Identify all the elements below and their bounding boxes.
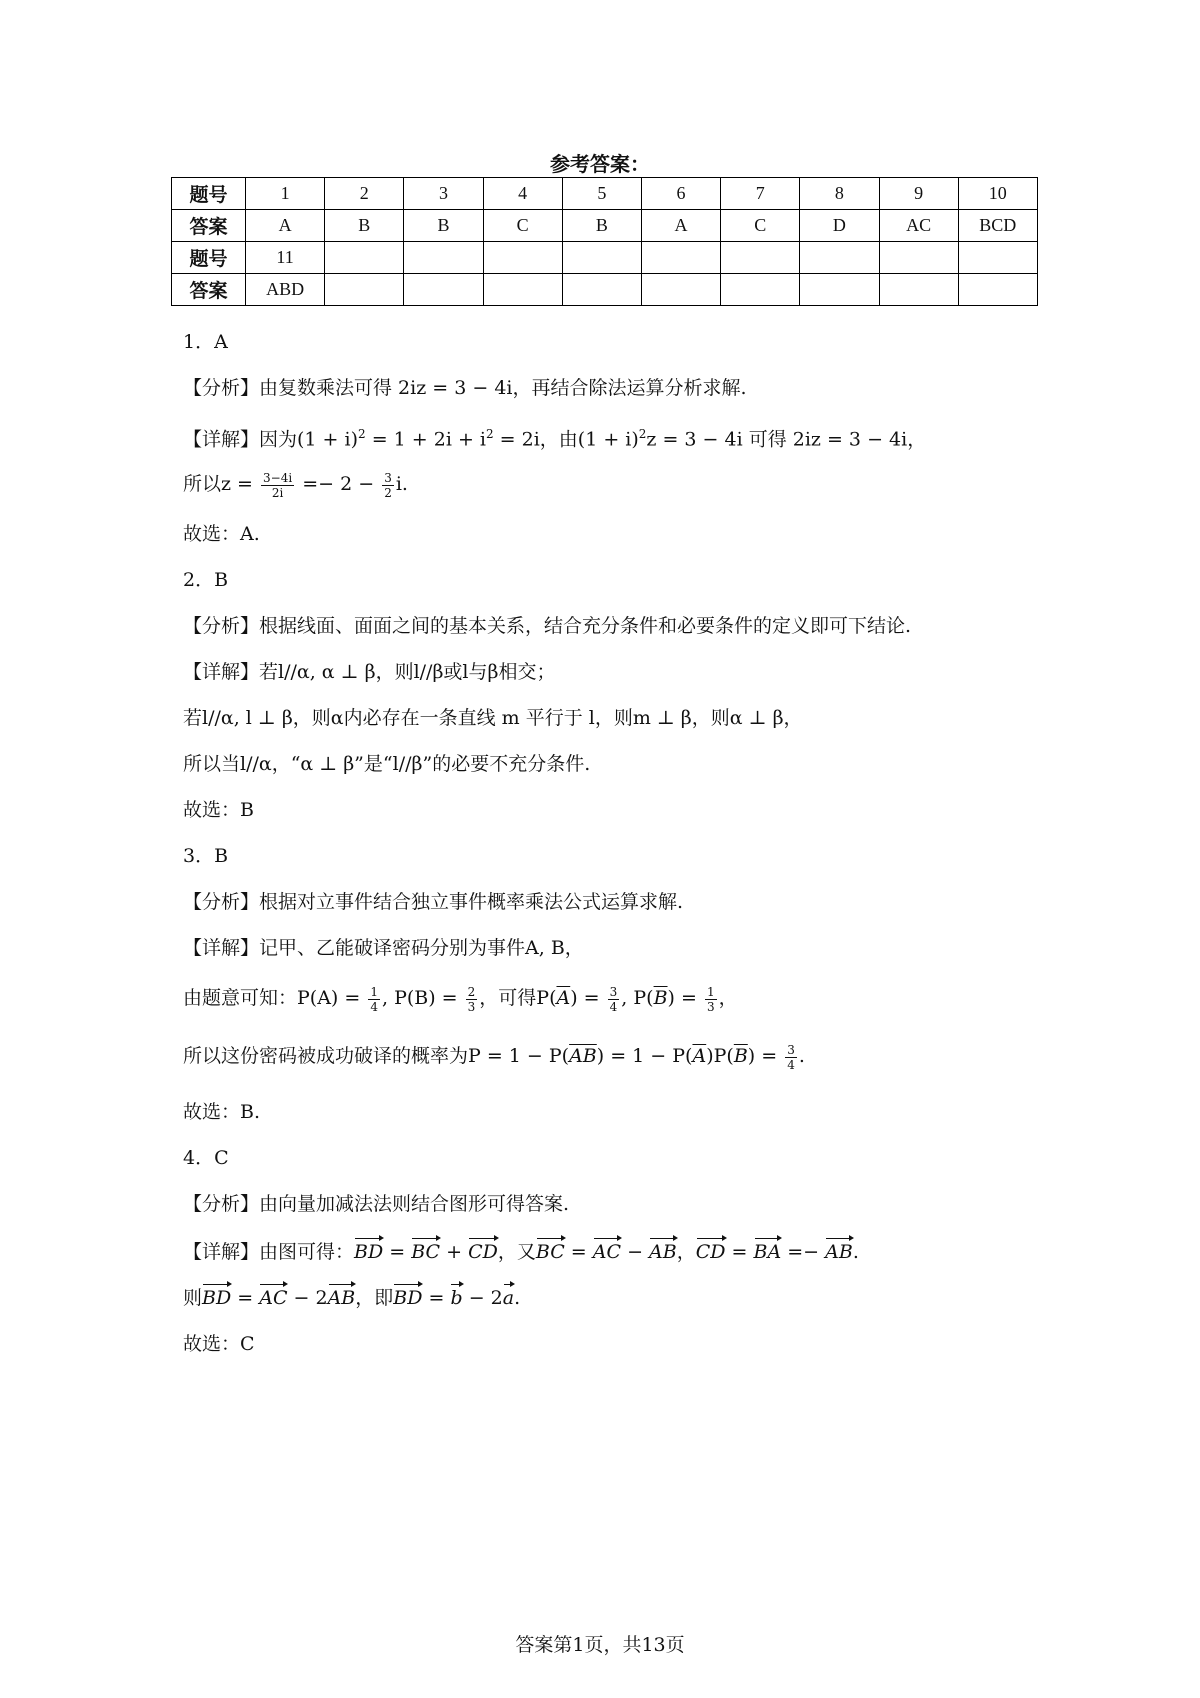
- q3-line4: [183, 1042, 805, 1072]
- op: −: [621, 1241, 650, 1263]
- analysis-label: 【分析】: [183, 891, 260, 913]
- op: =: [422, 1287, 451, 1309]
- complement-ab: $\overline{AB}$: [569, 1045, 597, 1067]
- answer-cell: 1: [246, 178, 325, 210]
- op: =−: [781, 1241, 826, 1263]
- answer-cell: C: [483, 210, 562, 242]
- answer-cell: [721, 242, 800, 274]
- fraction: [705, 985, 717, 1014]
- vector-ac: AC: [593, 1238, 621, 1266]
- q3-detail: [183, 934, 584, 962]
- expr-part: 所以这份密码被成功破译的概率为P = 1 − P(: [183, 1045, 570, 1067]
- vector-ab: AB: [328, 1284, 356, 1312]
- expr-part: ，可得P(: [479, 987, 557, 1009]
- q4-analysis: [183, 1190, 569, 1218]
- q3-head: 3．B: [183, 845, 229, 867]
- complement-b: $\overline{B}$: [733, 1045, 748, 1067]
- analysis-text: 根据线面、面面之间的基本关系，结合充分条件和必要条件的定义即可下结论.: [259, 615, 912, 637]
- vector-ab: AB: [649, 1238, 677, 1266]
- result-part: i.: [395, 473, 408, 495]
- page-title: 参考答案：: [550, 152, 650, 176]
- answer-cell: [879, 274, 958, 306]
- table-row: [172, 178, 1038, 210]
- vector-b: b: [450, 1284, 462, 1312]
- detail-label: 【详解】: [183, 428, 260, 451]
- expr-part: ) = 1 − P(: [596, 1045, 693, 1067]
- vector-bd: BD: [354, 1238, 383, 1266]
- answer-cell: D: [800, 210, 879, 242]
- op: ，即: [355, 1287, 394, 1309]
- fraction: [608, 985, 620, 1014]
- answer-cell: [483, 274, 562, 306]
- op: =: [231, 1287, 260, 1309]
- fraction: [785, 1043, 797, 1072]
- denominator: 2i: [271, 485, 284, 500]
- answer-cell: [562, 274, 641, 306]
- vector-cd: CD: [696, 1238, 726, 1266]
- q4-detail: [183, 1238, 859, 1266]
- fraction: [368, 985, 380, 1014]
- op: =: [383, 1241, 412, 1263]
- op: =: [564, 1241, 593, 1263]
- q2-line4: 所以当l//α，“α ⊥ β”是“l//β”的必要不充分条件.: [183, 753, 591, 775]
- expr-part: ，: [718, 987, 738, 1009]
- analysis-label: 【分析】: [183, 377, 260, 399]
- numerator: 3−4i: [263, 470, 293, 485]
- detail-part: 因为(1 + i): [259, 428, 359, 451]
- row-header-cell: 题号: [172, 242, 246, 274]
- vector-bc: BC: [536, 1238, 565, 1266]
- answer-cell: C: [721, 210, 800, 242]
- answer-cell: A: [246, 210, 325, 242]
- coefficient: 2: [315, 1287, 328, 1309]
- complement-a: $\overline{A}$: [556, 987, 571, 1009]
- detail-text: 记甲、乙能破译密码分别为事件A, B，: [259, 937, 584, 959]
- op: =: [725, 1241, 754, 1263]
- expr-part: , P(: [621, 987, 654, 1009]
- superscript: 2: [358, 427, 366, 441]
- q1-detail: [183, 420, 926, 453]
- detail-part: z = 3 − 4i 可得 2iz = 3 − 4i，: [646, 428, 927, 451]
- q1-result: [183, 470, 408, 500]
- denominator: 4: [609, 999, 618, 1014]
- q3-choice: 故选：B.: [183, 1101, 261, 1123]
- expr-part: )P(: [706, 1045, 734, 1067]
- answer-cell: 4: [483, 178, 562, 210]
- q2-analysis: [183, 612, 911, 640]
- answer-cell: [325, 242, 404, 274]
- analysis-text: 由向量加减法法则结合图形可得答案.: [259, 1193, 570, 1215]
- q2-head: 2．B: [183, 569, 229, 591]
- answer-cell: A: [641, 210, 720, 242]
- vector-bd: BD: [393, 1284, 422, 1312]
- expr-part: ) =: [747, 1045, 784, 1067]
- q1-choice: 故选：A.: [183, 523, 260, 545]
- q3-analysis: [183, 888, 683, 916]
- row-header-cell: 答案: [172, 210, 246, 242]
- detail-label: 【详解】: [183, 661, 260, 683]
- table-row: [172, 210, 1038, 242]
- q1-analysis: [183, 374, 747, 402]
- numerator: 3: [609, 984, 618, 999]
- answer-cell: ABD: [246, 274, 325, 306]
- answer-cell: [800, 242, 879, 274]
- answer-cell: [879, 242, 958, 274]
- vector-ac: AC: [259, 1284, 287, 1312]
- table-row: [172, 274, 1038, 306]
- answer-cell: [721, 274, 800, 306]
- analysis-label: 【分析】: [183, 1193, 260, 1215]
- answer-cell: AC: [879, 210, 958, 242]
- detail-part: = 2i，由(1 + i): [493, 428, 639, 451]
- complement-b: $\overline{B}$: [653, 987, 668, 1009]
- numerator: 1: [370, 984, 378, 999]
- op: .: [852, 1241, 859, 1263]
- expr-part: ) =: [570, 987, 606, 1009]
- answer-cell: [562, 242, 641, 274]
- answer-cell: 5: [562, 178, 641, 210]
- detail-label: 【详解】: [183, 937, 260, 959]
- op: ，: [497, 1241, 517, 1263]
- answer-cell: 10: [958, 178, 1037, 210]
- vector-cd: CD: [468, 1238, 498, 1266]
- analysis-label: 【分析】: [183, 615, 260, 637]
- numerator: 3: [787, 1042, 795, 1057]
- analysis-text: 根据对立事件结合独立事件概率乘法公式运算求解.: [259, 891, 684, 913]
- op: 则: [183, 1287, 203, 1309]
- vector-bd: BD: [202, 1284, 231, 1312]
- answer-cell: 2: [325, 178, 404, 210]
- answer-cell: 9: [879, 178, 958, 210]
- fraction: [466, 985, 478, 1014]
- denominator: 4: [370, 999, 378, 1014]
- vector-ba: BA: [754, 1238, 782, 1266]
- expr-part: .: [798, 1045, 805, 1067]
- complement-a: $\overline{A}$: [692, 1045, 707, 1067]
- answer-cell: [641, 242, 720, 274]
- answer-cell: 11: [246, 242, 325, 274]
- coefficient: 2: [490, 1287, 503, 1309]
- q2-choice: 故选：B: [183, 799, 254, 821]
- expr-part: , P(B) =: [381, 987, 464, 1009]
- row-header-cell: 题号: [172, 178, 246, 210]
- q4-line3: [183, 1284, 520, 1312]
- detail-label: 【详解】: [183, 1241, 260, 1263]
- vector-a: a: [503, 1284, 514, 1312]
- answer-cell: 6: [641, 178, 720, 210]
- row-header-cell: 答案: [172, 274, 246, 306]
- op: −: [462, 1287, 491, 1309]
- q2-line3: 若l//α, l ⊥ β，则α内必存在一条直线 m 平行于 l，则m ⊥ β，则α ⊥ β，: [183, 707, 803, 729]
- detail-part: = 1 + 2i + i: [365, 428, 486, 451]
- q1-head: 1．A: [183, 331, 228, 353]
- op: .: [514, 1287, 521, 1309]
- op: −: [287, 1287, 316, 1309]
- denominator: 3: [467, 999, 476, 1014]
- detail-text: 若l//α, α ⊥ β，则l//β或l与β相交；: [259, 661, 556, 683]
- analysis-text: 由复数乘法可得 2iz = 3 − 4i，再结合除法运算分析求解.: [259, 377, 747, 399]
- answer-cell: B: [562, 210, 641, 242]
- answer-table: [171, 177, 1038, 306]
- answer-cell: [483, 242, 562, 274]
- answer-cell: 3: [404, 178, 483, 210]
- table-row: [172, 242, 1038, 274]
- q2-detail: [183, 658, 556, 686]
- answer-cell: 7: [721, 178, 800, 210]
- superscript: 2: [638, 427, 647, 441]
- expr-part: 由题意可知：P(A) =: [183, 987, 367, 1009]
- answer-cell: [404, 274, 483, 306]
- fraction: [261, 471, 294, 500]
- answer-cell: [800, 274, 879, 306]
- vector-bc: BC: [411, 1238, 440, 1266]
- answer-cell: [404, 242, 483, 274]
- vector-ab: AB: [825, 1238, 853, 1266]
- denominator: 3: [706, 999, 715, 1014]
- page-footer: 答案第1页，共13页: [515, 1634, 685, 1656]
- numerator: 1: [706, 984, 715, 999]
- denominator: 2: [384, 485, 392, 500]
- numerator: 2: [467, 984, 476, 999]
- fraction: [382, 471, 394, 500]
- expr-part: ) =: [667, 987, 703, 1009]
- op: ，: [676, 1241, 696, 1263]
- answer-cell: 8: [800, 178, 879, 210]
- denominator: 4: [787, 1057, 795, 1072]
- op: 又: [516, 1241, 536, 1263]
- answer-cell: [641, 274, 720, 306]
- answer-cell: BCD: [958, 210, 1037, 242]
- result-part: =− 2 −: [296, 473, 381, 495]
- q4-head: 4．C: [183, 1147, 229, 1169]
- q4-choice: 故选：C: [183, 1333, 255, 1355]
- answer-cell: B: [404, 210, 483, 242]
- answer-cell: [958, 274, 1037, 306]
- answer-cell: B: [325, 210, 404, 242]
- q3-line3: [183, 984, 738, 1014]
- answer-cell: [958, 242, 1037, 274]
- superscript: 2: [485, 427, 494, 441]
- op: +: [440, 1241, 469, 1263]
- numerator: 3: [384, 470, 392, 485]
- detail-part: 由图可得：: [259, 1241, 355, 1263]
- answer-cell: [325, 274, 404, 306]
- result-part: 所以z =: [183, 473, 260, 495]
